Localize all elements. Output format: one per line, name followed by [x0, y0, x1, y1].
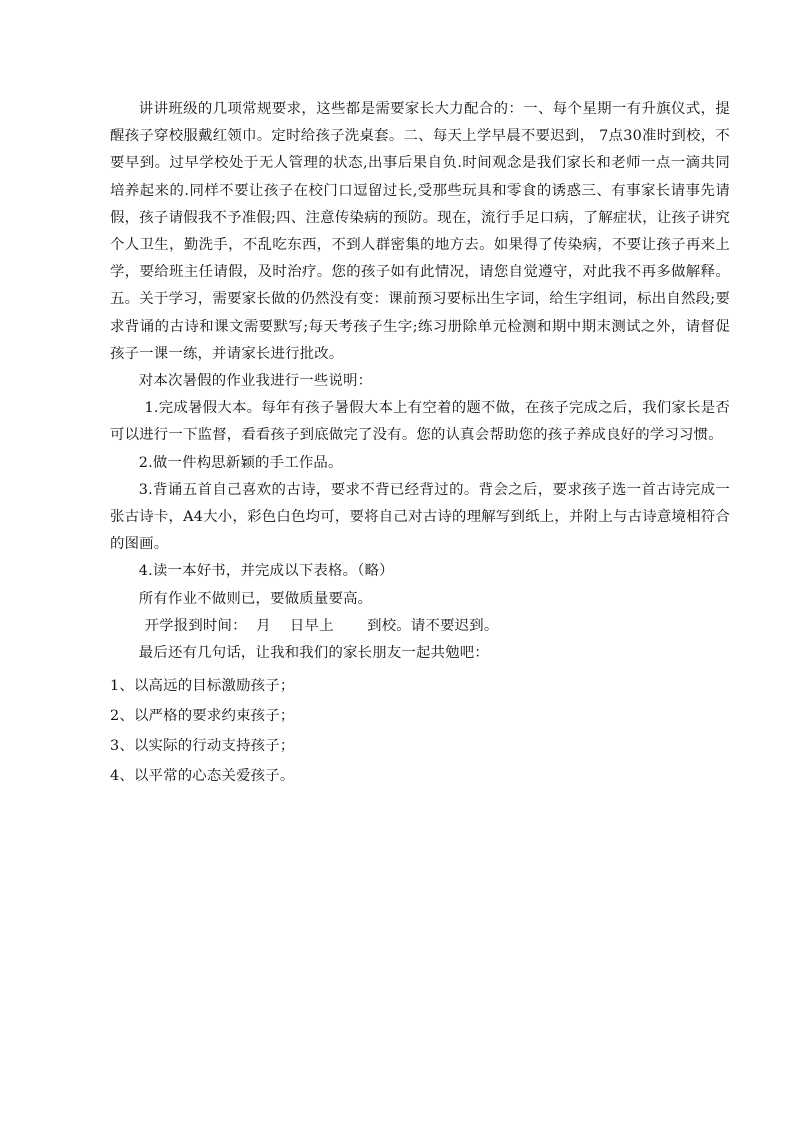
homework-quality-note: 所有作业不做则已，要做质量要高。 [138, 590, 373, 607]
closing-list-item: 4、以平常的心态关爱孩子。 [110, 768, 295, 785]
closing-list-item: 1、以高远的目标激励孩子； [110, 678, 295, 695]
document-body [110, 96, 730, 791]
homework-item-1: 1.完成暑假大本。每年有孩子暑假大本上有空着的题不做，在孩子完成之后，我们家长是否可以进行一下监督，看看孩子到底做完了没有。您的认真会帮助您的孩子养成良好的学习习惯。 [110, 400, 730, 444]
summer-homework-intro: 对本次暑假的作业我进行一些说明： [138, 373, 373, 390]
homework-item-2: 2.做一件构思新颖的手工作品。 [138, 454, 343, 471]
closing-list-item: 3、以实际的行动支持孩子； [110, 738, 295, 755]
closing-intro: 最后还有几句话，让我和我们的家长朋友一起共勉吧： [138, 645, 489, 662]
class-rules-paragraph: 讲讲班级的几项常规要求，这些都是需要家长大力配合的：一、每个星期一有升旗仪式，提醒孩子穿校服戴红领巾。定时给孩子洗桌套。二、每天上学早晨不要迟到， 7点30准时到校，不要早到。过早学校处于无人管理的状态,出事后果自负.时间观念是我们家长和老师一点一滴共同培养起来的.同样不要让孩子在校门口逗留过长,受那些玩具和零食的诱惑三、有事家长请事先请假，孩子请假我不予准假;四、注意传染病的预防。现在，流行手足口病，了解症状，让孩子讲究个人卫生，勤洗手，不乱吃东西，不到人群密集的地方去。如果得了传染病，不要让孩子再来上学，要给班主任请假，及时治疗。您的孩子如有此情况，请您自觉遵守，对此我不再多做解释。五。关于学习，需要家长做的仍然没有变：课前预习要标出生字词，给生字组词，标出自然段;要求背诵的古诗和课文需要默写;每天考孩子生字;练习册除单元检测和期中期末测试之外，请督促孩子一课一练，并请家长进行批改。 [110, 101, 730, 362]
homework-item-3: 3.背诵五首自己喜欢的古诗，要求不背已经背过的。背会之后，要求孩子选一首古诗完成一张古诗卡，A4大小，彩色白色均可，要将自己对古诗的理解写到纸上，并附上与古诗意境相符合的图画。 [110, 481, 730, 553]
closing-list-item: 2、以严格的要求约束孩子； [110, 708, 295, 725]
school-report-time: 开学报到时间： 月 日早上 到校。请不要迟到。 [144, 617, 499, 634]
homework-item-4: 4.读一本好书，并完成以下表格。（略） [138, 563, 394, 580]
closing-list [110, 671, 730, 791]
